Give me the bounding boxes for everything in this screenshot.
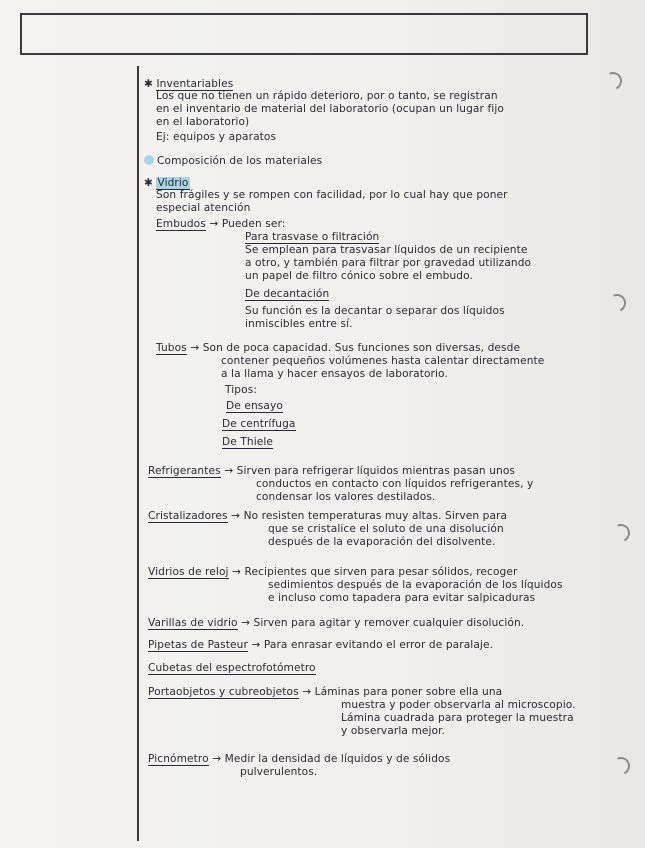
tipos-item: De centrífuga [222,418,296,430]
decantacion-heading: De decantación [245,288,330,300]
embudos-entry: Embudos → Pueden ser: [156,218,286,230]
portaobjetos-line: muestra y poder observarla al microscopio. [341,699,576,711]
pipetas-entry: Pipetas de Pasteur → Para enrasar evitando el error de paralaje. [148,639,494,651]
vidrios-reloj-entry: Vidrios de reloj → Recipientes que sirven para pesar sólidos, recoger [148,566,518,578]
inventariables-line: en el laboratorio) [156,116,250,128]
tubos-line: contener pequeños volúmenes hasta calentar directamente [221,355,545,367]
vidrio-line: Son frágiles y se rompen con facilidad, por lo cual hay que poner [156,189,508,201]
tubos-entry: Tubos → Son de poca capacidad. Sus funciones son diversas, desde [156,342,521,354]
margin-line [137,66,139,841]
cristalizadores-line: después de la evaporación del disolvente. [268,536,496,548]
portaobjetos-entry: Portaobjetos y cubreobjetos → Láminas para poner sobre ella una [148,686,503,698]
cristalizadores-entry: Cristalizadores → No resisten temperaturas muy altas. Sirven para [148,510,508,522]
inventariables-line: en el inventario de material del laboratorio (ocupan un lugar fijo [156,103,504,115]
refrigerantes-line: condensar los valores destilados. [256,491,436,503]
tubos-line: a la llama y hacer ensayos de laboratorio. [221,368,448,380]
trasvase-line: Se emplean para trasvasar líquidos de un recipiente [245,244,528,256]
punch-hole [601,69,624,92]
punch-hole [609,754,632,777]
inventariables-heading: ✱ Inventariables [144,78,234,90]
refrigerantes-entry: Refrigerantes → Sirven para refrigerar líquidos mientras pasan unos [148,465,516,477]
vidrios-reloj-line: sedimientos después de la evaporación de los líquidos [268,579,563,591]
trasvase-line: un papel de filtro cónico sobre el embudo. [245,270,473,282]
vidrio-line: especial atención [156,202,251,214]
tipos-item: De Thiele [222,436,274,448]
trasvase-line: a otro, y también para filtrar por gravedad utilizando [245,257,532,269]
trasvase-heading: Para trasvase o filtración [245,231,380,243]
vidrio-heading: ✱ Vidrio [144,177,189,189]
decantacion-line: inmiscibles entre sí. [245,318,353,330]
inventariables-line: Ej: equipos y aparatos [156,131,277,143]
tipos-label: Tipos: [225,384,257,396]
header-box [20,13,588,55]
varillas-entry: Varillas de vidrio → Sirven para agitar y remover cualquier disolución. [148,617,525,629]
tipos-item: De ensayo [226,400,283,412]
refrigerantes-line: conductos en contacto con líquidos refrigerantes, y [256,478,534,490]
vidrios-reloj-line: e incluso como tapadera para evitar salpicaduras [268,592,536,604]
cubetas-entry: Cubetas del espectrofotómetro [148,662,316,674]
composition-heading: Composición de los materiales [144,155,322,168]
punch-hole [605,291,628,314]
picnometro-line: pulverulentos. [240,766,318,778]
punch-hole [609,521,632,544]
inventariables-line: Los que no tienen un rápido deterioro, por o tanto, se registran [156,90,498,102]
decantacion-line: Su función es la decantar o separar dos líquidos [245,305,505,317]
cristalizadores-line: que se cristalice el soluto de una disolución [268,523,504,535]
picnometro-entry: Picnómetro → Medir la densidad de líquidos y de sólidos [148,753,451,765]
portaobjetos-line: y observarla mejor. [341,725,446,737]
portaobjetos-line: Lámina cuadrada para proteger la muestra [341,712,574,724]
